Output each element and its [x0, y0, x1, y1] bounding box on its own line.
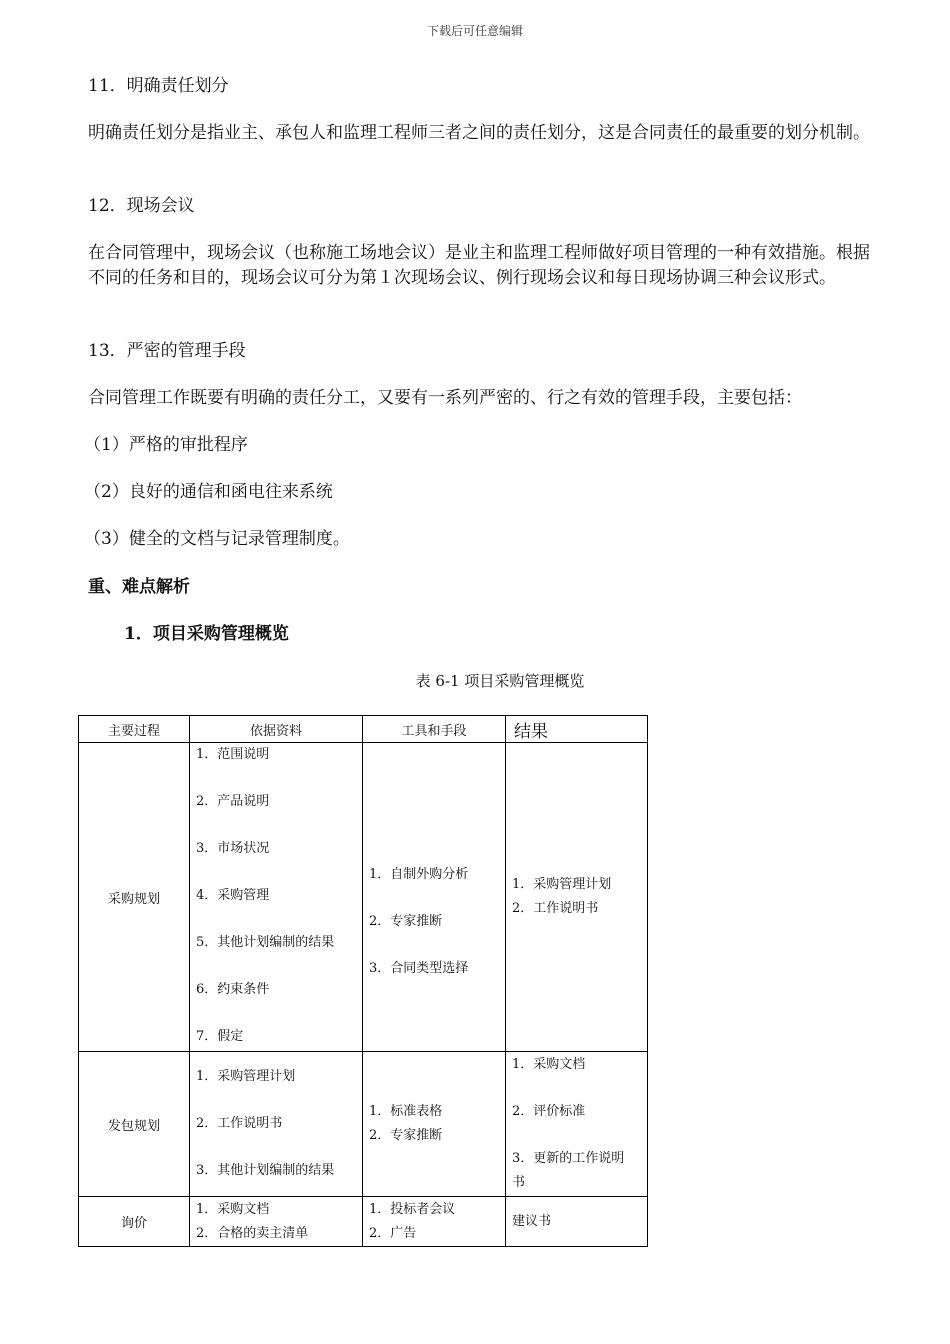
list-item-2: （2）良好的通信和函电往来系统: [84, 482, 333, 502]
heading-11: 11．明确责任划分: [88, 76, 229, 96]
table-row: [79, 1052, 648, 1197]
list-item: 7．假定: [196, 1029, 244, 1044]
list-item: 2．合格的卖主清单: [196, 1225, 309, 1241]
list-item: 1．范围说明: [196, 747, 270, 762]
procurement-table: [78, 715, 648, 1247]
list-item: 1．采购管理计划: [512, 877, 612, 892]
list-item: 建议书: [512, 1213, 552, 1229]
inputs-cell: [190, 1052, 363, 1197]
header-outputs: 结果: [506, 716, 648, 743]
outputs-cell: [506, 1197, 648, 1247]
list-item: 1．标准表格: [369, 1104, 443, 1119]
paragraph-12: 在合同管理中，现场会议（也称施工场地会议）是业主和监理工程师做好项目管理的一种有效措施。根据不同的任务和目的，现场会议可分为第１次现场会议、例行现场会议和每日现场协调三种会议形式。: [88, 243, 870, 288]
tools-cell: [363, 1052, 506, 1197]
list-item: 2．工作说明书: [512, 901, 599, 916]
tools-cell: [363, 743, 506, 1052]
list-item: 6．约束条件: [196, 982, 270, 997]
list-item: 4．采购管理: [196, 888, 270, 903]
list-item: 2．专家推断: [369, 914, 443, 929]
paragraph-13: 合同管理工作既要有明确的责任分工，又要有一系列严密的、行之有效的管理手段，主要包括：: [88, 388, 802, 408]
header-inputs: 依据资料: [190, 716, 363, 743]
list-item: 书: [512, 1175, 526, 1190]
list-item: 2．评价标准: [512, 1104, 586, 1119]
list-item: 3．更新的工作说明: [512, 1151, 625, 1166]
list-item: 2．广告: [369, 1225, 417, 1241]
subsection-heading: 1．项目采购管理概览: [124, 624, 289, 644]
header-tools: 工具和手段: [363, 716, 506, 743]
section-heading: 重、难点解析: [88, 577, 190, 597]
outputs-cell: [506, 1052, 648, 1197]
list-item-3: （3）健全的文档与记录管理制度。: [84, 529, 350, 549]
table-row: [79, 1197, 648, 1247]
inputs-cell: [190, 1197, 363, 1247]
list-item: 1．投标者会议: [369, 1201, 456, 1217]
table-row: [79, 743, 648, 1052]
list-item: 5．其他计划编制的结果: [196, 935, 335, 950]
page-header: 下载后可任意编辑: [426, 24, 523, 38]
table-header-row: [79, 716, 648, 743]
process-cell: 发包规划: [79, 1052, 190, 1197]
list-item: 3．合同类型选择: [369, 961, 469, 976]
inputs-cell: [190, 743, 363, 1052]
list-item: 1．采购文档: [512, 1057, 586, 1072]
header-process: 主要过程: [79, 716, 190, 743]
list-item: 1．采购管理计划: [196, 1069, 296, 1084]
paragraph-11: 明确责任划分是指业主、承包人和监理工程师三者之间的责任划分，这是合同责任的最重要的划分机制。: [88, 123, 870, 143]
heading-12: 12．现场会议: [88, 196, 195, 216]
heading-13: 13．严密的管理手段: [88, 341, 246, 361]
list-item: 3．市场状况: [196, 841, 270, 856]
list-item: 3．其他计划编制的结果: [196, 1163, 335, 1178]
list-item-1: （1）严格的审批程序: [84, 435, 248, 455]
table-caption: 表 6-1 项目采购管理概览: [415, 672, 585, 690]
list-item: 1．自制外购分析: [369, 867, 469, 882]
list-item: 2．工作说明书: [196, 1116, 283, 1131]
process-cell: 询价: [79, 1197, 190, 1247]
list-item: 1．采购文档: [196, 1201, 270, 1217]
outputs-cell: [506, 743, 648, 1052]
list-item: 2．产品说明: [196, 794, 270, 809]
process-cell: 采购规划: [79, 743, 190, 1052]
list-item: 2．专家推断: [369, 1128, 443, 1143]
tools-cell: [363, 1197, 506, 1247]
